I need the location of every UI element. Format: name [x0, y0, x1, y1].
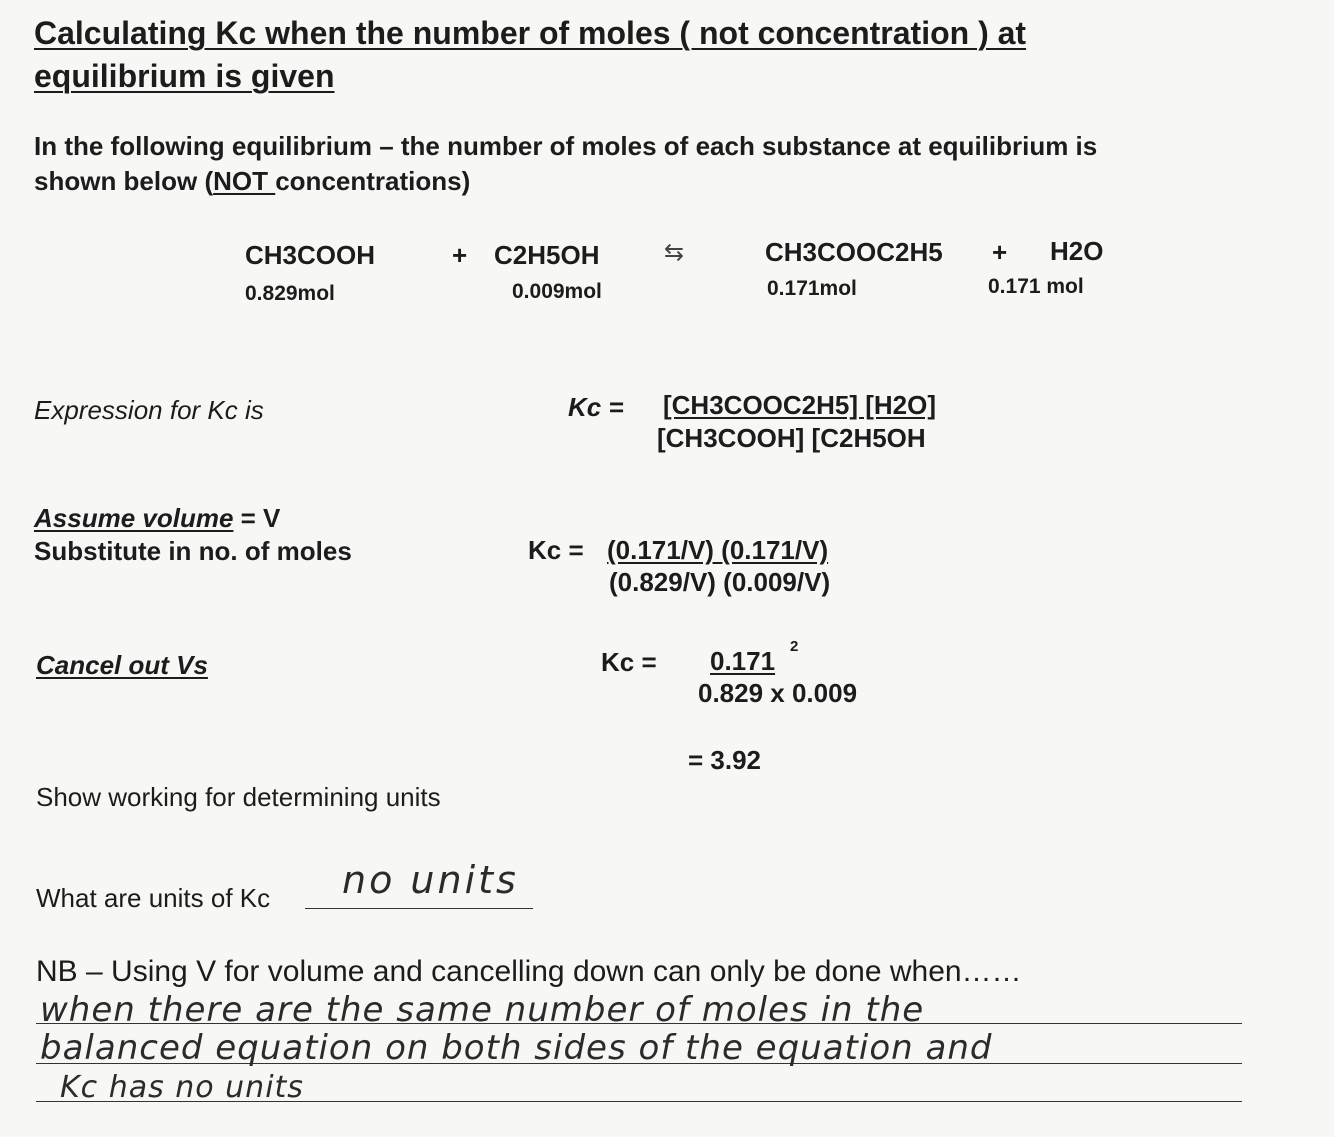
kc-expression-numerator: [CH3COOC2H5] [H2O]	[663, 390, 937, 420]
units-handwritten-answer: no units	[342, 858, 519, 902]
units-working-label: Show working for determining units	[36, 782, 441, 812]
nb-statement: NB – Using V for volume and cancelling down can only be done when……	[36, 955, 1022, 988]
kc-substitute-label: Kc =	[528, 535, 584, 565]
reactant-2: C2H5OH	[494, 240, 600, 270]
substitute-label: Substitute in no. of moles	[34, 536, 352, 566]
units-answer-line	[305, 908, 533, 909]
moles-reactant-2: 0.009mol	[512, 280, 602, 303]
kc-expression-label: Kc =	[568, 392, 624, 422]
equilibrium-arrow-icon: ⇆	[664, 239, 685, 266]
kc-result: = 3.92	[688, 745, 762, 775]
intro-not-emphasis: NOT	[213, 166, 276, 196]
cancel-label: Cancel out Vs	[36, 650, 208, 680]
kc-substitute-numerator: (0.171/V) (0.171/V)	[607, 535, 829, 565]
nb-handwritten-answer-3: Kc has no units	[60, 1070, 304, 1105]
assume-volume-value: = V	[233, 503, 281, 533]
reactant-1: CH3COOH	[245, 240, 376, 270]
expression-label: Expression for Kc is	[34, 395, 264, 425]
page-title-line-2: equilibrium is given	[34, 58, 335, 94]
moles-reactant-1: 0.829mol	[245, 282, 335, 305]
nb-handwritten-answer-1: when there are the same number of moles in the	[40, 990, 925, 1030]
kc-substitute-denominator: (0.829/V) (0.009/V)	[609, 567, 831, 597]
kc-cancel-numerator: 0.171	[710, 646, 776, 676]
intro-prefix: shown below (	[34, 166, 214, 196]
moles-product-1: 0.171mol	[767, 277, 857, 300]
intro-line-2	[34, 163, 470, 199]
units-question: What are units of Kc	[36, 883, 271, 913]
kc-expression-denominator: [CH3COOH] [C2H5OH	[657, 423, 926, 453]
moles-product-2: 0.171 mol	[988, 275, 1084, 298]
assume-volume-label: Assume volume	[34, 503, 234, 533]
kc-cancel-label: Kc =	[601, 647, 657, 677]
assume-volume-line	[34, 503, 280, 534]
kc-cancel-exponent: 2	[790, 638, 799, 655]
kc-cancel-denominator: 0.829 x 0.009	[698, 678, 858, 708]
intro-suffix: concentrations)	[275, 166, 471, 196]
intro-line-1: In the following equilibrium – the number of moles of each substance at equilibrium is	[34, 131, 1098, 161]
product-2: H2O	[1050, 236, 1104, 266]
plus-sign-2: +	[992, 237, 1008, 267]
plus-sign-1: +	[452, 240, 468, 270]
page-title-line-1: Calculating Kc when the number of moles ( not concentration ) at	[34, 15, 1027, 51]
nb-handwritten-answer-2: balanced equation on both sides of the equation and	[40, 1028, 993, 1068]
product-1: CH3COOC2H5	[765, 237, 943, 267]
